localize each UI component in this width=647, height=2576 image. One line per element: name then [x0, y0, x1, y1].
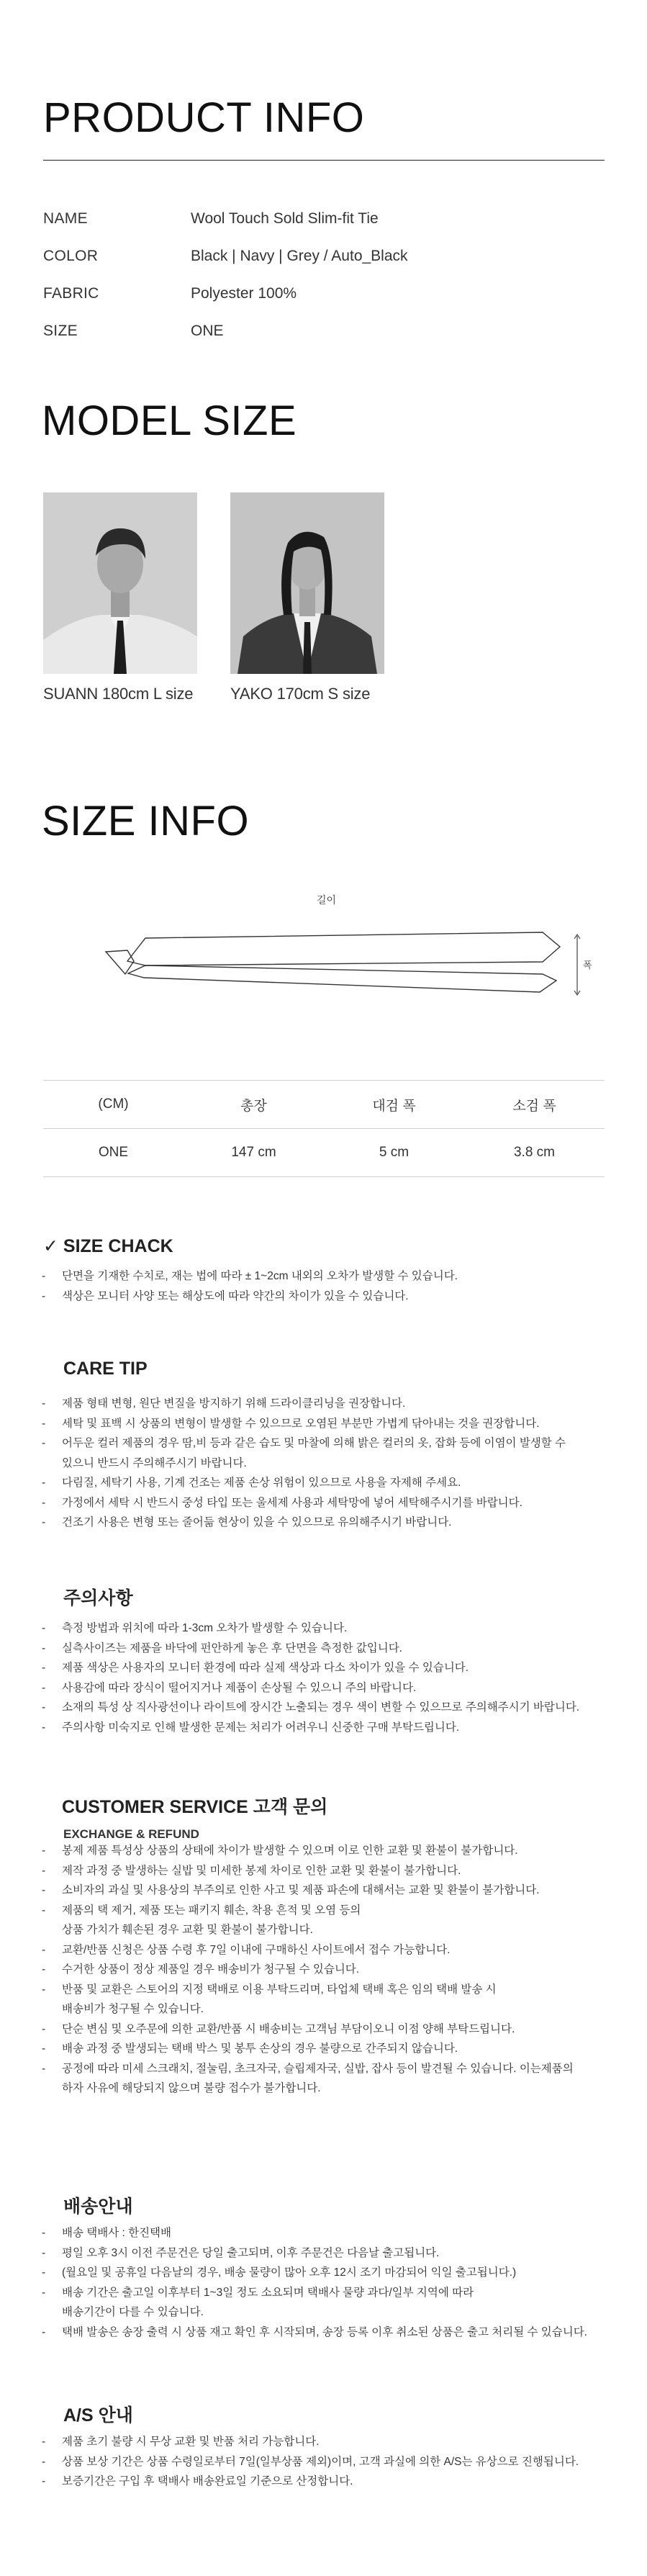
model-photo-suann-image: [43, 492, 197, 674]
size-cell: ONE: [98, 1145, 129, 1160]
list-item: - 세탁 및 표백 시 상품의 변형이 발생할 수 있으므로 오염된 부분만 가볍게 닦아내는 것을 권장합니다.: [42, 1414, 617, 1434]
list-item: - 택배 발송은 송장 출력 시 상품 재고 확인 후 시작되며, 송장 등록 이후 취소된 상품은 출고 처리될 수 있습니다.: [42, 2323, 617, 2343]
care-tip-list: [42, 1394, 617, 1533]
shipping-list: [42, 2223, 617, 2342]
list-item: - 평일 오후 3시 이전 주문건은 당일 출고되며, 이후 주문건은 다음날 출고됩니다.: [42, 2243, 617, 2264]
list-item: - 단순 변심 및 오주문에 의한 교환/반품 시 배송비는 고객님 부담이오니 이점 양해 부탁드립니다.: [42, 2019, 617, 2040]
list-item: - 봉제 제품 특성상 상품의 상태에 차이가 발생할 수 있으며 이로 인한 교환 및 환불이 불가합니다.: [42, 1841, 617, 1861]
caution-title: 주의사항: [63, 1588, 133, 1608]
size-cell: 147 cm: [231, 1145, 276, 1160]
size-check-list: [42, 1266, 617, 1306]
product-info-divider: [43, 160, 605, 161]
list-item: - 건조기 사용은 변형 또는 줄어듦 현상이 있을 수 있으므로 유의해주시기 바랍니다.: [42, 1513, 617, 1533]
list-item: - 가정에서 세탁 시 반드시 중성 타입 또는 울세제 사용과 세탁망에 넣어 세탁해주시기를 바랍니다.: [42, 1493, 617, 1513]
shipping-title: 배송안내: [63, 2197, 133, 2217]
list-item: - 교환/반품 신청은 상품 수령 후 7일 이내에 구매하신 사이트에서 접수 가능합니다.: [42, 1940, 617, 1960]
list-item: - 소비자의 과실 및 사용상의 부주의로 인한 사고 및 제품 파손에 대해서는 교환 및 환불이 불가합니다.: [42, 1881, 617, 1901]
model-caption: SUANN 180cm L size: [43, 685, 194, 703]
list-item: - 배송 기간은 출고일 이후부터 1~3일 정도 소요되며 택배사 물량 과다/일부 지역에 따라: [42, 2283, 617, 2303]
list-item: - 수거한 상품이 정상 제품일 경우 배송비가 청구될 수 있습니다.: [42, 1960, 617, 1980]
model-card-yako: [230, 492, 384, 703]
caution-list: [42, 1618, 617, 1737]
list-item: - (월요일 및 공휴일 다음날의 경우, 배송 물량이 많아 오후 12시 조기 마감되어 익일 출고됩니다.): [42, 2263, 617, 2283]
size-cell: 3.8 cm: [513, 1145, 556, 1160]
spec-value: Polyester 100%: [191, 285, 297, 302]
spec-row-color: [43, 238, 605, 275]
list-item: - 색상은 모니터 사양 또는 해상도에 따라 약간의 차이가 있을 수 있습니다.: [42, 1287, 617, 1307]
as-title: A/S 안내: [63, 2405, 133, 2426]
list-item: - 제품 색상은 사용자의 모니터 환경에 따라 실제 색상과 다소 차이가 있을 수 있습니다.: [42, 1658, 617, 1678]
size-info-title: SIZE INFO: [42, 798, 250, 845]
list-item: 배송기간이 다를 수 있습니다.: [62, 2306, 204, 2318]
model-photo-yako: [230, 492, 384, 674]
list-item: - 제품 형태 변형, 원단 변질을 방지하기 위해 드라이클리닝을 권장합니다.: [42, 1394, 617, 1414]
spec-value: ONE: [191, 323, 224, 339]
list-item: 상품 가치가 훼손된 경우 교환 및 환불이 불가합니다.: [62, 1924, 313, 1936]
spec-label: COLOR: [43, 248, 99, 264]
spec-row-fabric: [43, 275, 605, 312]
tie-length-label: 길이: [317, 894, 337, 906]
product-info-title: PRODUCT INFO: [43, 94, 365, 141]
list-item: - 제작 과정 중 발생하는 실밥 및 미세한 봉제 차이로 인한 교환 및 환불이 불가합니다.: [42, 1861, 617, 1881]
list-item: - 제품의 택 제거, 제품 또는 패키지 훼손, 착용 흔적 및 오염 등의: [42, 1901, 617, 1921]
size-header-cell: 소검 폭: [512, 1098, 556, 1114]
size-header-cell: 대검 폭: [372, 1098, 416, 1114]
list-item: - 소재의 특성 상 직사광선이나 라이트에 장시간 노출되는 경우 색이 변할 수 있으므로 주의해주시기 바랍니다.: [42, 1698, 617, 1718]
size-table: [43, 1080, 605, 1177]
tie-size-diagram: [94, 893, 597, 1037]
tie-width-label: 폭: [583, 960, 592, 970]
model-card-suann: [43, 492, 197, 703]
list-item: - 다림질, 세탁기 사용, 기계 건조는 제품 손상 위험이 있으므로 사용을 자제해 주세요.: [42, 1473, 617, 1493]
list-item: - 실측사이즈는 제품을 바닥에 펀안하게 놓은 후 단면을 측정한 값입니다.: [42, 1639, 617, 1659]
list-item: - 반품 및 교환은 스토어의 지정 택배로 이용 부탁드리며, 타업체 택배 혹은 임의 택배 발송 시: [42, 1980, 617, 2000]
list-item: - 측정 방법과 위치에 따라 1-3cm 오차가 발생할 수 있습니다.: [42, 1618, 617, 1639]
size-cell: 5 cm: [379, 1145, 410, 1160]
care-tip-title: CARE TIP: [63, 1359, 148, 1379]
list-item: - 주의사항 미숙지로 인해 발생한 문제는 처리가 어려우니 신중한 구매 부탁드립니다.: [42, 1718, 617, 1738]
spec-label: SIZE: [43, 323, 78, 339]
list-item: - 어두운 컬러 제품의 경우 땀,비 등과 같은 습도 및 마찰에 의해 밝은 컬러의 옷, 잡화 등에 이염이 발생할 수: [42, 1433, 617, 1454]
size-check-heading: [43, 1235, 173, 1257]
model-size-title: MODEL SIZE: [42, 397, 297, 444]
list-item: - 보증기간은 구입 후 택배사 배송완료일 기준으로 산정합니다.: [42, 2472, 617, 2492]
spec-label: NAME: [43, 210, 88, 227]
list-item: - 사용감에 따라 장식이 떨어지거나 제품이 손상될 수 있으니 주의 바랍니다.: [42, 1678, 617, 1698]
size-header-cell: (CM): [98, 1096, 129, 1112]
check-icon: ✓: [43, 1236, 58, 1256]
spec-row-name: [43, 200, 605, 238]
list-item: - 배송 과정 중 발생되는 택배 박스 및 봉투 손상의 경우 불량으로 간주되지 않습니다.: [42, 2039, 617, 2059]
list-item: - 공정에 따라 미세 스크래치, 절눌림, 초크자국, 슬립제자국, 실밥, 잡사 등이 발견될 수 있습니다. 이는제품의: [42, 2059, 617, 2079]
list-item: 있으니 반드시 주의해주시기 바랍니다.: [62, 1456, 247, 1469]
tie-outline: [94, 893, 597, 1037]
size-table-row: [43, 1129, 605, 1177]
spec-label: FABRIC: [43, 285, 99, 302]
spec-value: Black | Navy | Grey / Auto_Black: [191, 248, 408, 264]
list-item: 하자 사유에 해당되지 않으며 불량 접수가 불가합니다.: [62, 2082, 321, 2094]
list-item: - 제품 초기 불량 시 무상 교환 및 반품 처리 가능합니다.: [42, 2432, 617, 2452]
size-table-header: [43, 1081, 605, 1129]
customer-service-title: CUSTOMER SERVICE 고객 문의: [62, 1797, 328, 1817]
model-photo-yako-image: [230, 492, 384, 674]
customer-service-list: [42, 1841, 617, 2099]
model-caption: YAKO 170cm S size: [230, 685, 371, 703]
size-check-title: SIZE CHACK: [63, 1236, 173, 1256]
as-list: [42, 2432, 617, 2492]
spec-row-size: [43, 312, 605, 350]
model-photo-suann: [43, 492, 197, 674]
product-spec-table: [43, 200, 605, 350]
list-item: 배송비가 청구될 수 있습니다.: [62, 2003, 204, 2015]
list-item: - 배송 택배사 : 한진택배: [42, 2223, 617, 2243]
list-item: - 상품 보상 기간은 상품 수령일로부터 7일(일부상품 제외)이며, 고객 과실에 의한 A/S는 유상으로 진행됩니다.: [42, 2452, 617, 2472]
list-item: - 단면을 기재한 수치로, 재는 법에 따라 ± 1~2cm 내외의 오차가 발생할 수 있습니다.: [42, 1266, 617, 1287]
size-header-cell: 총장: [240, 1098, 267, 1114]
spec-value: Wool Touch Sold Slim-fit Tie: [191, 210, 379, 227]
exchange-refund-subtitle: EXCHANGE & REFUND: [63, 1827, 199, 1841]
